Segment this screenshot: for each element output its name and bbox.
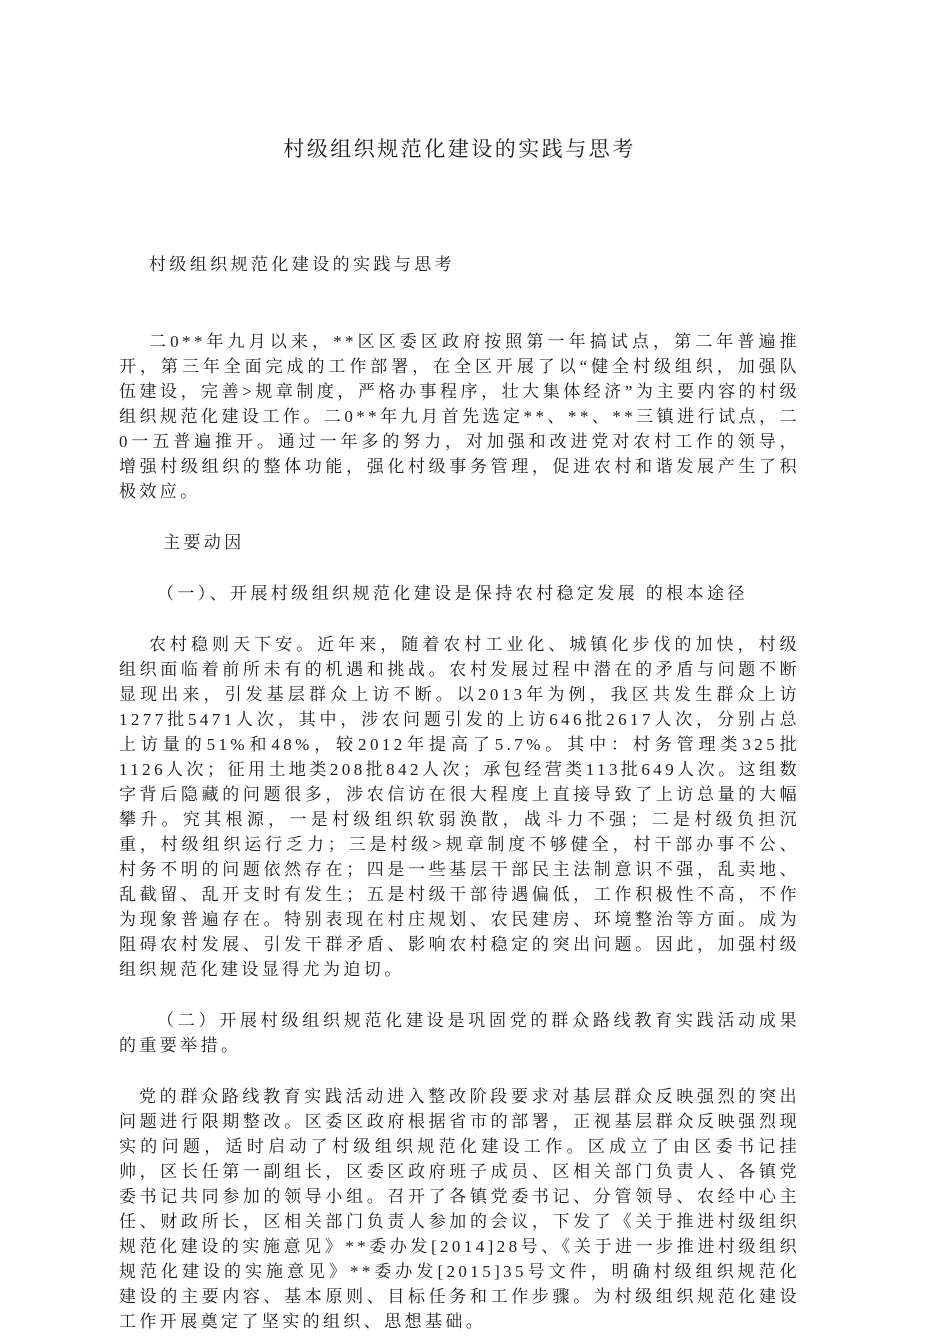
section-heading-main-causes: 主要动因 (163, 533, 245, 552)
section-paragraph-one: 农村稳则天下安。近年来，随着农村工业化、城镇化步伐的加快，村级组织面临着前所未有的机遇和挑战。农村发展过程中潜在的矛盾与问题不断显现出来，引发基层群众上访不断。以2013年为例，我区共发生群众上访1277批5471人次，其中，涉农问题引发的上访646批2617人次，分别占总上访量的51%和48%，较2012年提高了5.7%。其中：村务管理类325批1126人次；征用土地类208批842人次；承包经营类113批649人次。这组数字背后隐藏的问题很多，涉农信访在很大程度上直接导致了上访总量的大幅攀升。究其根源，一是村级组织软弱涣散，战斗力不强；二是村级负担沉重，村级组织运行乏力；三是村级>规章制度不够健全，村干部办事不公、村务不明的问题依然存在；四是一些基层干部民主法制意识不强，乱卖地、乱截留、乱开支时有发生；五是村级干部待遇偏低，工作积极性不高，不作为现象普遍存在。特别表现在村庄规划、农民建房、环境整治等方面。成为阻碍农村发展、引发干群矛盾、影响农村稳定的突出问题。因此，加强村级组织规范化建设显得尤为迫切。 (119, 635, 800, 979)
document-subtitle: 村级组织规范化建设的实践与思考 (149, 255, 455, 274)
section-heading-two: （二）开展村级组织规范化建设是巩固党的群众路线教育实践活动成果的重要举措。 (119, 1011, 800, 1055)
document-title: 村级组织规范化建设的实践与思考 (283, 137, 636, 161)
section-heading-one: （一）、开展村级组织规范化建设是保持农村稳定发展 的根本途径 (157, 584, 748, 603)
intro-paragraph: 二0**年九月以来，**区区委区政府按照第一年搞试点，第二年普遍推开，第三年全面完成的工作部署，在全区开展了以“健全村级组织，加强队伍建设，完善>规章制度，严格办事程序，壮大集体经济”为主要内容的村级组织规范化建设工作。二0**年九月首先选定**、**、**三镇进行试点，二0一五普遍推开。通过一年多的努力，对加强和改进党对农村工作的领导，增强村级组织的整体功能，强化村级事务管理，促进农村和谐发展产生了积极效应。 (119, 332, 800, 501)
section-paragraph-two: 党的群众路线教育实践活动进入整改阶段要求对基层群众反映强烈的突出问题进行限期整改。区委区政府根据省市的部署，正视基层群众反映强烈现实的问题，适时启动了村级组织规范化建设工作。区成立了由区委书记挂帅，区长任第一副组长，区委区政府班子成员、区相关部门负责人、各镇党委书记共同参加的领导小组。召开了各镇党委书记、分管领导、农经中心主任、财政所长，区相关部门负责人参加的会议，下发了《关于推进村级组织规范化建设的实施意见》**委办发[2014]28号、《关于进一步推进村级组织规范化建设的实施意见》**委办发[2015]35号文件，明确村级组织规范化建设的主要内容、基本原则、目标任务和工作步骤。为村级组织规范化建设工作开展奠定了坚实的组织、思想基础。 (119, 1087, 800, 1331)
